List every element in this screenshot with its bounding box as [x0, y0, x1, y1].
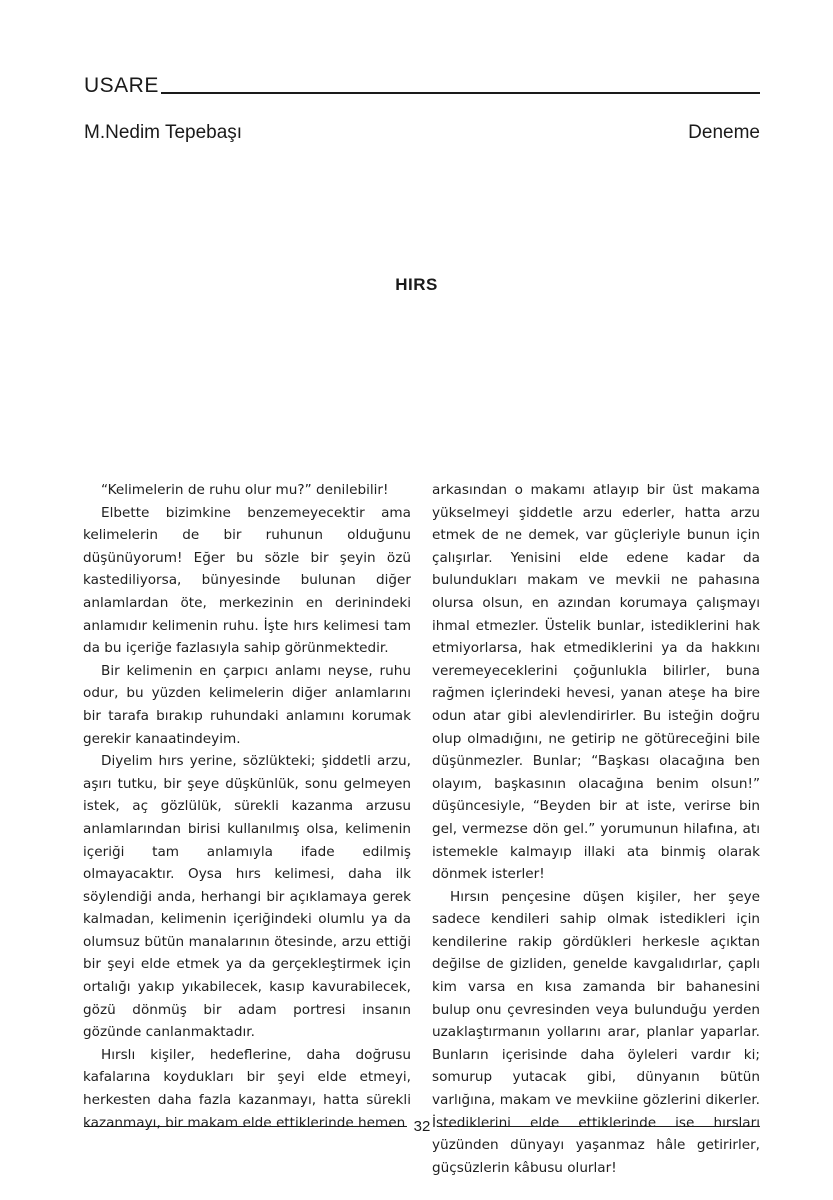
- paragraph: Bir kelimenin en çarpıcı anlamı neyse, ruhu odur, bu yüzden kelimelerin diğer anlamlarını bir tarafa bırakıp ruhundaki anlamını korumak gerekir kanaatindeyim.: [83, 662, 411, 747]
- running-header: [84, 70, 760, 96]
- article-title: HIRS: [395, 275, 438, 294]
- page-number: 32: [413, 1117, 431, 1135]
- left-column: [83, 479, 411, 1134]
- paragraph: Diyelim hırs yerine, sözlükteki; şiddetli arzu, aşırı tutku, bir şeye düşkünlük, sonu gelmeyen istek, aç gözlülük, sürekli kazanma arzusu anlamlarından birisi kullanılmış olsa, kelimenin içeriği tam anlamıyla ifade edilmiş olmayacaktır. Oysa hırs kelimesi, daha ilk söylendiği anda, herhangi bir açıklamaya gerek kalmadan, kelimenin içeriğindeki olumlu ya da olumsuz bütün manalarının ötesinde, arzu ettiği bir şeyi elde etmek ya da gerçekleştirmek için ortalığı yakıp yıkabilecek, kasıp kavurabilecek, gözü dönmüş bir adam portresi insanın gözünde canlanmaktadır.: [83, 753, 411, 1041]
- header-rule: [161, 92, 760, 94]
- paragraph: Elbette bizimkine benzemeyecektir ama kelimelerin de bir ruhunun olduğunu düşünüyorum! Eğer bu sözle bir şeyin özü kastediliyorsa, bünyesinde bulunan diğer anlamlardan öte, merkezinin en derinindeki anlamıdır kelimenin ruhu. İşte hırs kelimesi tam da bu içeriğe fazlasıyla sahip görünmektedir.: [83, 504, 411, 657]
- journal-name: USARE: [84, 74, 159, 97]
- footer-rule-left: [84, 1126, 407, 1127]
- page-footer: [84, 1116, 760, 1136]
- paragraph: arkasından o makamı atlayıp bir üst makama yükselmeyi şiddetle arzu ederler, hatta arzu etmek de ne demek, var güçleriyle bunun için çalışırlar. Yenisini elde edene kadar da bulundukları makam ve mevkii ne pahasına olursa olsun, en azından korumaya çalışmayı ihmal etmezler. Üstelik bunlar, istediklerini hak etmiyorlarsa, hak etmediklerini ya da hakkını veremeyeceklerini çoğunlukla bilirler, buna rağmen içlerindeki hevesi, yanan ateşe ha bire odun atar gibi alevlendirirler. Bu isteğin doğru olup olmadığını, ne getirip ne götüreceğini bile düşünmezler. Bunlar; “Başkası olacağına ben olayım, başkasının olacağına benim olsun!” düşüncesiyle, “Beyden bir at iste, verirse bin gel, vermezse dön gel.” yorumunun hilafına, atı istemekle kalmayıp illaki ata binmiş olarak dönmek isterler!: [432, 482, 760, 883]
- genre-label: Deneme: [688, 122, 760, 143]
- footer-rule-right: [437, 1126, 760, 1127]
- paragraph: Hırsın pençesine düşen kişiler, her şeye sadece kendileri sahip olmak istedikleri için kendilerine rakip gördükleri herkesle açıktan değilse de gizliden, genelde kavgalıdırlar, çaplı kim varsa en kısa zamanda bir bahanesini bulup onu çevresinden veya bulunduğu yerden uzaklaştırmanın yollarını arar, planlar yaparlar. Bunların içerisinde daha öyleleri vardır ki; somurup yutacak gibi, dünyanın bütün varlığına, makam ve mevkiine gözlerini dikerler. İstediklerini elde ettiklerinde ise hırsları yüzünden dünyayı yaşanmaz hâle getirirler, güçsüzlerin kâbusu olurlar!: [432, 888, 760, 1176]
- right-column: [432, 479, 760, 1179]
- author-name: M.Nedim Tepebaşı: [84, 122, 243, 143]
- paragraph: Hırslı kişiler, hedeflerine, daha doğrusu kafalarına koydukları bir şeyi elde etmeyi, herkesten daha fazla kazanmayı, hatta sürekli kazanmayı, bir makam elde ettiklerinde hemen: [83, 1046, 411, 1131]
- paragraph: “Kelimelerin de ruhu olur mu?” denilebilir!: [101, 482, 389, 498]
